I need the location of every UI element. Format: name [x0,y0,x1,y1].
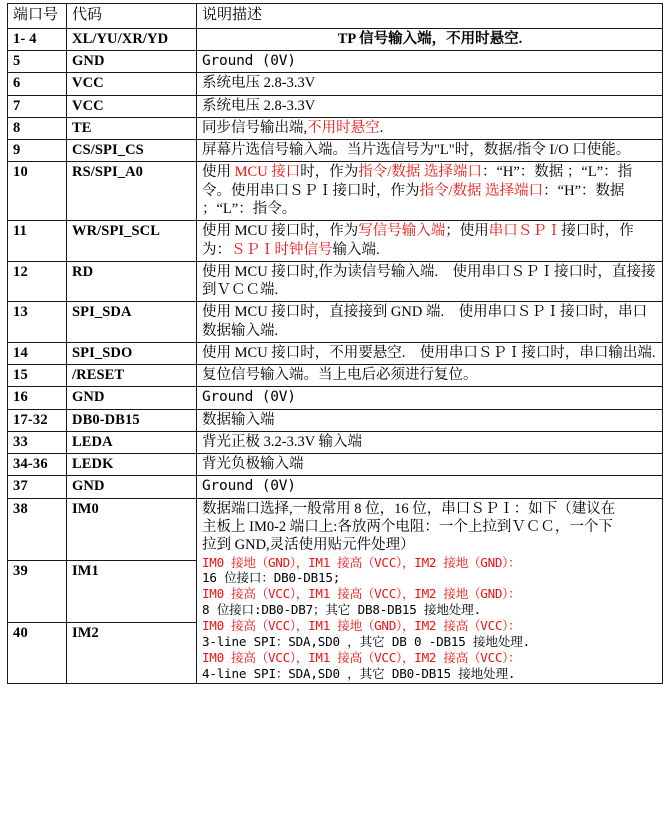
cell-pin: 10 [8,162,67,221]
cell-pin: 17-32 [8,409,67,431]
cell-pin: 7 [8,95,67,117]
cell-code: RS/SPI_A0 [67,162,197,221]
cell-desc [197,117,663,139]
cell-desc [197,221,663,262]
table-header-row [8,4,663,29]
cell-code: LEDK [67,454,197,476]
desc-text: 输入端. [332,241,380,258]
cell-desc: 系统电压 2.8-3.3V [197,73,663,95]
im-mode-config: IM0 接高（VCC），IM1 接高（VCC），IM2 接高（VCC）： [202,649,521,665]
cell-code: GND [67,51,197,73]
table-row [8,28,663,50]
cell-code: GND [67,476,197,498]
im-mode-config: IM0 接地（GND），IM1 接高（VCC），IM2 接地（GND）： [202,554,521,570]
header-code: 代码 [67,4,197,29]
table-row [8,302,663,343]
im-mode-result: 4-line SPI：SDA,SD0 ，其它 DB0-DB15 接地处理. [202,665,516,681]
im-intro-line: 主板上 IM0-2 端口上:各放两个电阻：一个上拉到ＶＣＣ，一个下 [202,519,613,535]
cell-desc: 屏幕片选信号输入端。当片选信号为"L"时，数据/指令 I/O 口使能。 [197,140,663,162]
table-row [8,476,663,498]
cell-desc: 复位信号输入端。当上电后必须进行复位。 [197,365,663,387]
cell-pin: 13 [8,302,67,343]
cell-pin: 1- 4 [8,28,67,50]
table-row [8,409,663,431]
cell-pin: 14 [8,342,67,364]
header-desc: 说明描述 [197,4,663,29]
table-row [8,221,663,262]
im-intro-line: 数据端口选择,一般常用 8 位，16 位，串口ＳＰＩ：如下（建议在 [202,500,616,517]
cell-code: IM1 [67,560,197,622]
cell-code: /RESET [67,365,197,387]
cell-desc: Ground (0V) [197,387,663,409]
cell-code: CS/SPI_CS [67,140,197,162]
desc-text: ；使用 [445,223,489,240]
desc-text: 同步信号输出端, [202,119,308,136]
im-mode-result: 16 位接口：DB0-DB15; [202,570,341,586]
cell-pin: 5 [8,51,67,73]
cell-code: XL/YU/XR/YD [67,28,197,50]
desc-text: 接口时，作为： [202,223,634,258]
cell-desc: 使用 MCU 接口时，直接接到 GND 端. 使用串口ＳＰＩ接口时，串口数据输入端. [197,302,663,343]
header-pin: 端口号 [8,4,67,29]
cell-desc: 使用 MCU 接口时，不用要悬空. 使用串口ＳＰＩ接口时，串口输出端. [197,342,663,364]
desc-text: ：“H”：数据 ；“L”：指令。 [202,182,625,218]
cell-pin: 6 [8,73,67,95]
table-row [8,95,663,117]
cell-code: WR/SPI_SCL [67,221,197,262]
table-row [8,498,663,560]
table-row [8,117,663,139]
cell-pin: 33 [8,431,67,453]
desc-highlight: 指令/数据 选择端口 [358,164,482,181]
cell-pin: 12 [8,261,67,302]
cell-pin: 9 [8,140,67,162]
cell-code: GND [67,387,197,409]
table-row [8,454,663,476]
table-row [8,140,663,162]
table-row [8,431,663,453]
cell-desc: 背光正极 3.2-3.3V 输入端 [197,431,663,453]
table-row [8,51,663,73]
cell-desc: 背光负极输入端 [197,454,663,476]
cell-code: DB0-DB15 [67,409,197,431]
cell-desc [197,162,663,221]
cell-code: LEDA [67,431,197,453]
cell-desc: Ground (0V) [197,476,663,498]
desc-highlight: 写信号输入端 [358,223,446,240]
cell-code: VCC [67,95,197,117]
cell-desc: Ground (0V) [197,51,663,73]
desc-text: ：“H”：数据 ；“L”：指令。使用串口ＳＰＩ接口时，作为 [202,164,633,199]
cell-desc: 系统电压 2.8-3.3V [197,95,663,117]
desc-text: 使用 [202,164,235,181]
im-mode-config: IM0 接高（VCC），IM1 接高（VCC），IM2 接地（GND）： [202,586,521,602]
cell-code: IM0 [67,498,197,560]
table-row [8,73,663,95]
desc-highlight: 不用时悬空 [307,119,380,136]
cell-pin: 15 [8,365,67,387]
im-mode-config: IM0 接高（VCC），IM1 接地（GND），IM2 接高（VCC）： [202,617,521,633]
cell-pin: 40 [8,622,67,684]
im-mode-result: 8 位接口:DB0-DB7；其它 DB8-DB15 接地处理. [202,602,481,618]
table-row [8,342,663,364]
pinout-table [7,3,663,684]
cell-pin: 8 [8,117,67,139]
cell-pin: 16 [8,387,67,409]
table-row [8,162,663,221]
desc-highlight: ＳＰＩ时钟信号 [231,241,333,258]
table-row [8,365,663,387]
cell-desc-im-modes [197,498,663,684]
table-row [8,387,663,409]
cell-code: IM2 [67,622,197,684]
cell-pin: 37 [8,476,67,498]
cell-code: SPI_SDA [67,302,197,343]
desc-highlight: 串口ＳＰＩ [488,223,562,240]
cell-pin: 39 [8,560,67,622]
im-intro-line: 拉到 GND,灵活使用贴元件处理） [202,537,415,554]
cell-code: SPI_SDO [67,342,197,364]
desc-highlight: 指令/数据 选择端口 [419,182,544,199]
desc-text: 时，作为 [300,164,359,181]
cell-code: VCC [67,73,197,95]
cell-pin: 34-36 [8,454,67,476]
cell-pin: 38 [8,498,67,560]
table-row [8,261,663,302]
desc-text: . [379,119,384,136]
cell-code: RD [67,261,197,302]
cell-code: TE [67,117,197,139]
desc-text: 使用 MCU 接口时，作为 [202,223,359,240]
cell-desc: TP 信号输入端，不用时悬空. [197,28,663,50]
cell-pin: 11 [8,221,67,262]
desc-highlight: MCU 接口 [234,164,301,181]
cell-desc: 数据输入端 [197,409,663,431]
cell-desc: 使用 MCU 接口时,作为读信号输入端. 使用串口ＳＰＩ接口时，直接接到ＶＣＣ端. [197,261,663,302]
im-mode-result: 3-line SPI：SDA,SD0 ，其它 DB 0 -DB15 接地处理. [202,633,530,649]
